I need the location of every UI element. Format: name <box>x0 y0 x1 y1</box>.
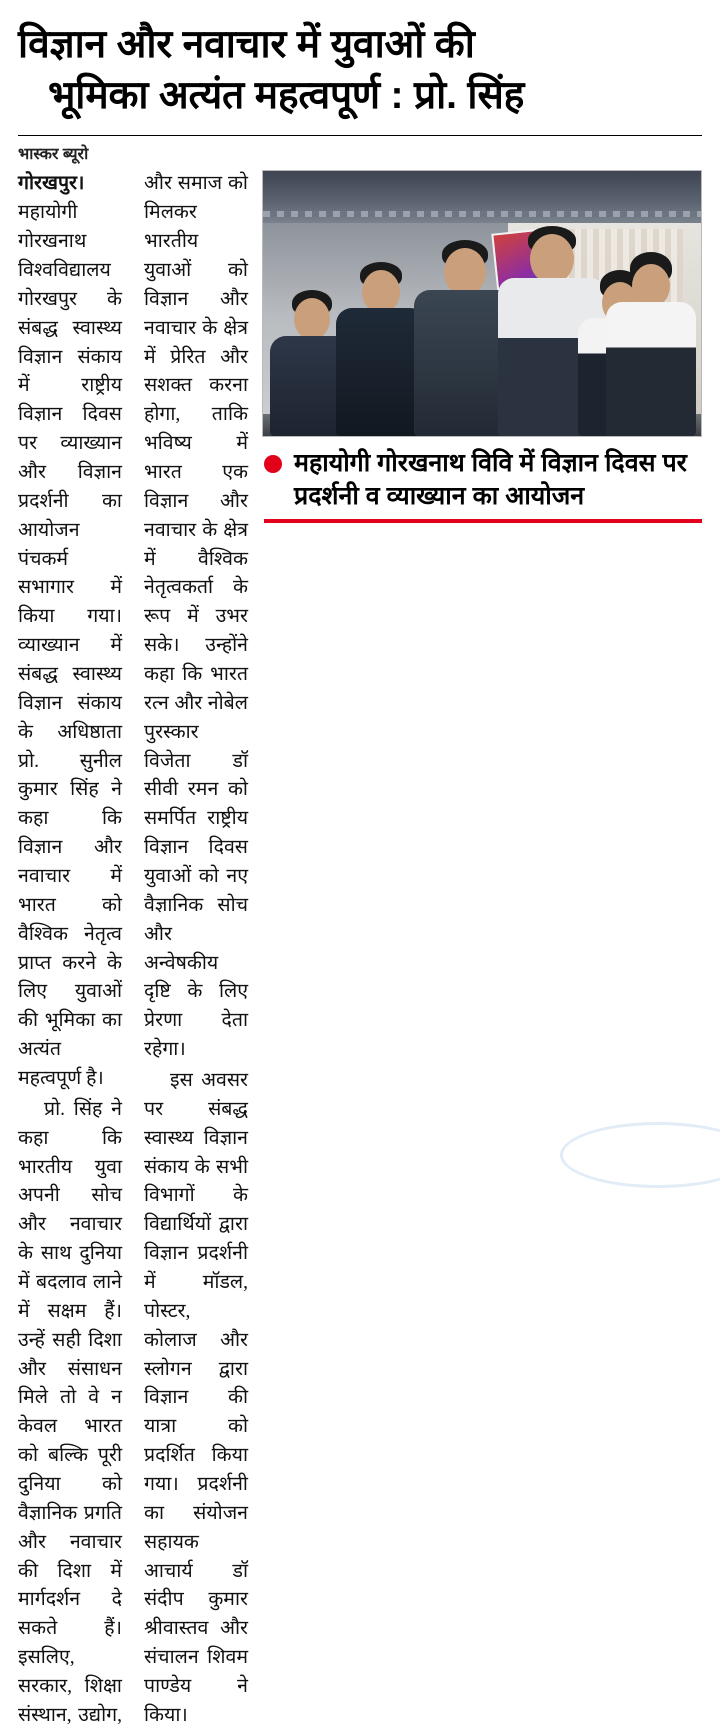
red-dot-icon <box>264 455 282 473</box>
headline-line-1: विज्ञान और नवाचार में युवाओं की <box>18 23 475 66</box>
subheadline-block <box>264 447 702 533</box>
article-paragraph-text: महायोगी गोरखनाथ विश्वविद्यालय गोरखपुर के संबद्ध स्वास्थ्य विज्ञान संकाय में राष्ट्रीय विज्ञान दिवस पर व्याख्यान और विज्ञान प्रदर्शनी का आयोजन पंचकर्म सभागार में किया गया। व्याख्यान में संबद्ध स्वास्थ्य विज्ञान संकाय के अधिष्ठाता प्रो. सुनील कुमार सिंह ने कहा कि विज्ञान और नवाचार में भारत को वैश्विक नेतृत्व प्राप्त करने के लिए युवाओं की भूमिका का अत्यंत महत्वपूर्ण है। <box>18 202 122 1090</box>
photo-rail <box>263 211 701 217</box>
dateline: गोरखपुर। <box>18 173 85 195</box>
subheadline-divider <box>264 519 702 523</box>
photo-person-head <box>294 298 330 340</box>
subheadline <box>264 447 702 513</box>
page-title <box>18 20 702 121</box>
article-paragraph: इस अवसर पर संबद्ध स्वास्थ्य विज्ञान संकाय के सभी विभागों के विद्यार्थियों द्वारा विज्ञान प्रदर्शनी में मॉडल, पोस्टर, कोलाज और स्लोगन द्वारा विज्ञान की यात्रा को प्रदर्शित किया गया। प्रदर्शनी का संयोजन सहायक आचार्य डॉ संदीप कुमार श्रीवास्तव और संचालन शिवम पाण्डेय ने किया। <box>144 1070 248 1726</box>
article-photo <box>262 170 702 437</box>
headline-divider <box>18 135 702 136</box>
photo-person-head <box>530 234 574 284</box>
subheadline-text: महायोगी गोरखनाथ विवि में विज्ञान दिवस पर प्रदर्शनी व व्याख्यान का आयोजन <box>294 449 687 511</box>
article-columns <box>18 170 248 1731</box>
article-paragraph: प्रो. सिंह ने कहा कि भारतीय युवा अपनी सोच और नवाचार के साथ दुनिया में बदलाव लाने में सक्षम हैं। उन्हें सही दिशा और संसाधन मिले तो वे न केवल भारत को बल्कि पूरी दुनिया को वैज्ञानिक प्रगति और नवाचार की दिशा में मार्गदर्शन दे सकते हैं। इसलिए, सरकार, शिक्षा संस्थान, उद्योग, और समाज को मिलकर भारतीय युवाओं को विज्ञान और नवाचार के क्षेत्र में प्रेरित और सशक्त करना होगा, ताकि भविष्य में भारत एक विज्ञान और नवाचार के क्षेत्र में वैश्विक नेतृत्वकर्ता के रूप में उभर सके। उन्होंने कहा कि भारत रत्न और नोबेल पुरस्कार विजेता डॉ सीवी रमन को समर्पित राष्ट्रीय विज्ञान दिवस युवाओं को नए वैज्ञानिक सोच और अन्वेषकीय दृष्टि के लिए प्रेरणा देता रहेगा। <box>18 173 248 1726</box>
article-paragraph <box>18 170 122 1094</box>
photo-person-head <box>444 248 486 296</box>
headline-line-2: भूमिका अत्यंत महत्वपूर्ण : प्रो. सिंह <box>48 73 525 117</box>
photo-person-6 <box>605 250 697 436</box>
photo-person-body <box>606 302 696 436</box>
article-body <box>18 170 702 1731</box>
byline: भास्कर ब्यूरो <box>18 146 89 164</box>
